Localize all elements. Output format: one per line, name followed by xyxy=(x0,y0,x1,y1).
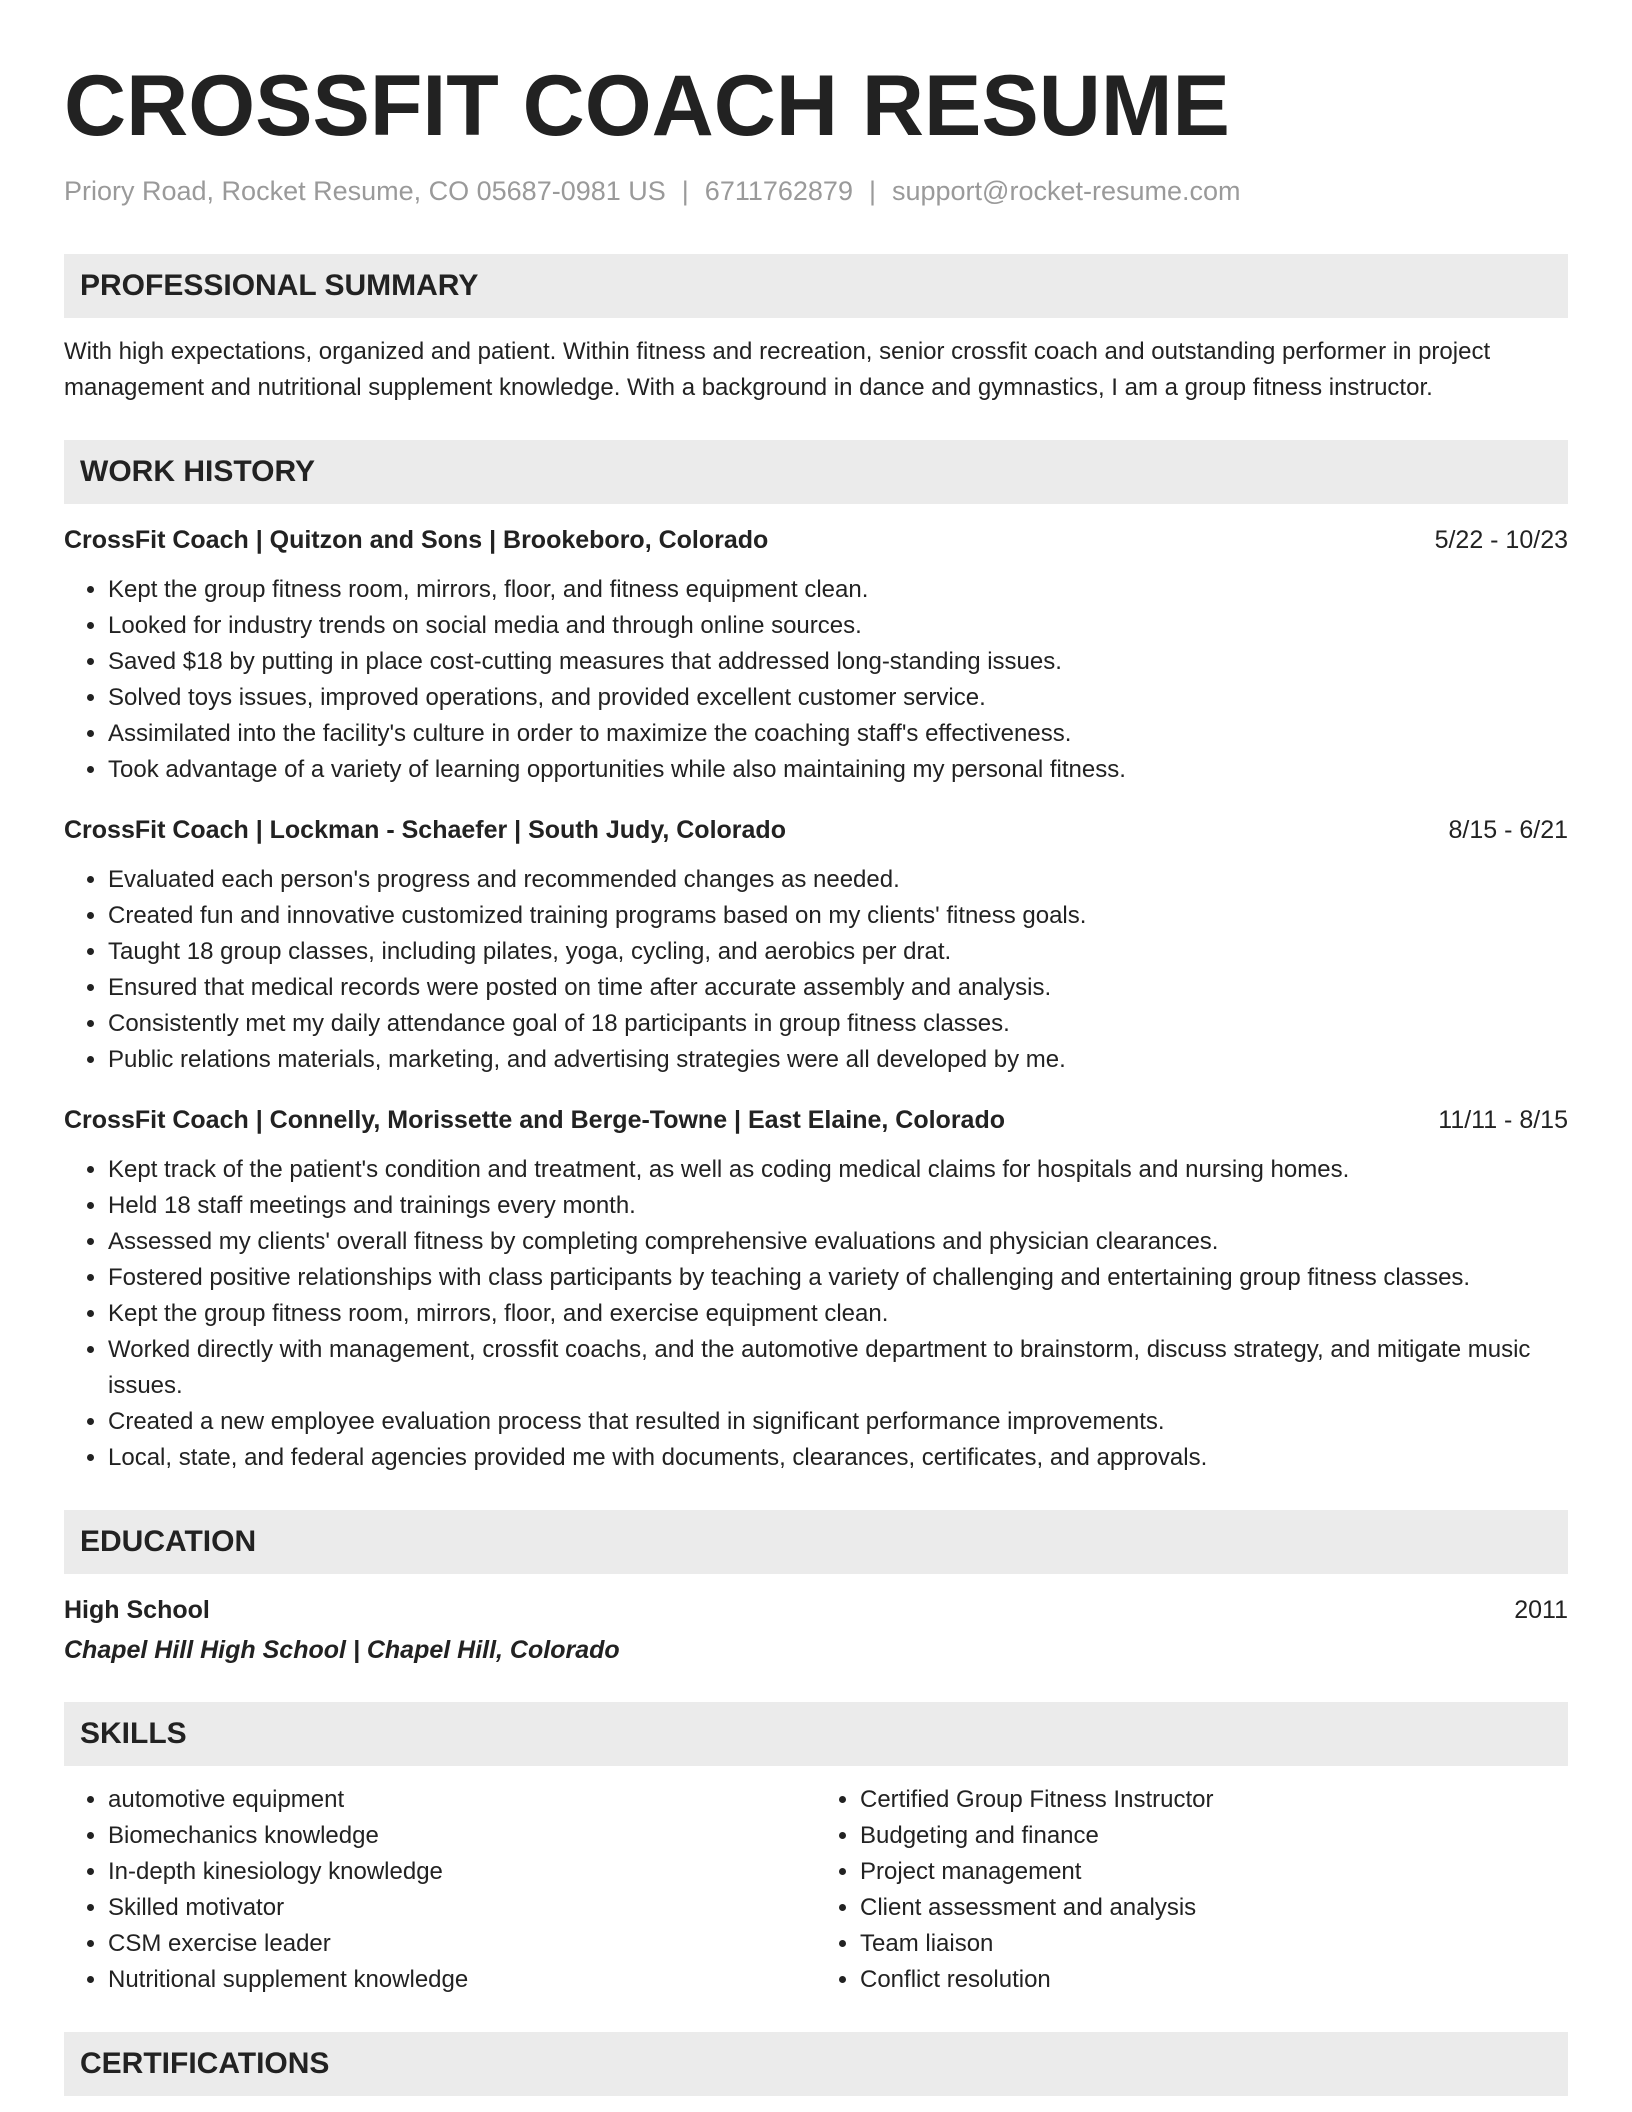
job-bullet: • Assessed my clients' overall fitness by completing comprehensive evaluations and physician clearances. xyxy=(108,1224,1568,1260)
job-bullet: • Created a new employee evaluation process that resulted in significant performance improvements. xyxy=(108,1404,1568,1440)
summary-text: With high expectations, organized and patient. Within fitness and recreation, senior crossfit coach and outstanding performer in project management and nutritional supplement knowledge. With a background in dance and gymnastics, I am a group fitness instructor. xyxy=(64,338,1491,401)
job-bullet: • Kept the group fitness room, mirrors, floor, and exercise equipment clean. xyxy=(108,1296,1568,1332)
skill-item: • automotive equipment xyxy=(108,1782,816,1818)
skills-column-left xyxy=(64,1782,816,1998)
skill-item: • Conflict resolution xyxy=(860,1962,1568,1998)
skills-list xyxy=(64,1782,816,1998)
job-entry xyxy=(64,522,1568,788)
job-bullets xyxy=(64,572,1568,788)
skill-item: • Certified Group Fitness Instructor xyxy=(860,1782,1568,1818)
job-bullet: • Worked directly with management, crossfit coachs, and the automotive department to brainstorm, discuss strategy, and mitigate music issues. xyxy=(108,1332,1568,1404)
job-bullets xyxy=(64,1152,1568,1476)
contact-separator: | xyxy=(681,176,689,206)
job-bullet: • Kept track of the patient's condition and treatment, as well as coding medical claims for hospitals and nursing homes. xyxy=(108,1152,1568,1188)
contact-address: Priory Road, Rocket Resume, CO 05687-0981 US xyxy=(64,176,666,206)
skill-item: • Project management xyxy=(860,1854,1568,1890)
section-heading-work-history: WORK HISTORY xyxy=(64,440,1568,504)
job-entry xyxy=(64,1102,1568,1476)
job-bullet: • Looked for industry trends on social media and through online sources. xyxy=(108,608,1568,644)
job-header xyxy=(64,812,1568,848)
job-bullet: • Held 18 staff meetings and trainings every month. xyxy=(108,1188,1568,1224)
education-year: 2011 xyxy=(1514,1596,1568,1624)
education-degree: High School xyxy=(64,1596,210,1624)
job-title: CrossFit Coach | Lockman - Schaefer | South Judy, Colorado xyxy=(64,816,786,844)
job-bullet: • Evaluated each person's progress and recommended changes as needed. xyxy=(108,862,1568,898)
job-bullet: • Saved $18 by putting in place cost-cutting measures that addressed long-standing issues. xyxy=(108,644,1568,680)
section-heading-summary: PROFESSIONAL SUMMARY xyxy=(64,254,1568,318)
job-bullet: • Public relations materials, marketing, and advertising strategies were all developed by me. xyxy=(108,1042,1568,1078)
job-title: CrossFit Coach | Connelly, Morissette and Berge-Towne | East Elaine, Colorado xyxy=(64,1106,1006,1134)
education-school: Chapel Hill High School | Chapel Hill, Colorado xyxy=(64,1636,620,1664)
section-heading-education: EDUCATION xyxy=(64,1510,1568,1574)
job-header xyxy=(64,1102,1568,1138)
section-heading-certifications: CERTIFICATIONS xyxy=(64,2032,1568,2096)
skill-item: • Nutritional supplement knowledge xyxy=(108,1962,816,1998)
skill-item: • In-depth kinesiology knowledge xyxy=(108,1854,816,1890)
job-bullet: • Fostered positive relationships with class participants by teaching a variety of challenging and entertaining group fitness classes. xyxy=(108,1260,1568,1296)
skill-item: • Budgeting and finance xyxy=(860,1818,1568,1854)
resume-title: CROSSFIT COACH RESUME xyxy=(64,58,1230,154)
job-dates: 8/15 - 6/21 xyxy=(1448,816,1568,844)
job-entry xyxy=(64,812,1568,1078)
skill-item: • Biomechanics knowledge xyxy=(108,1818,816,1854)
education-header xyxy=(64,1592,1568,1628)
job-bullet: • Ensured that medical records were posted on time after accurate assembly and analysis. xyxy=(108,970,1568,1006)
skill-item: • Client assessment and analysis xyxy=(860,1890,1568,1926)
section-heading-skills: SKILLS xyxy=(64,1702,1568,1766)
job-dates: 11/11 - 8/15 xyxy=(1438,1106,1568,1134)
job-bullet: • Solved toys issues, improved operations, and provided excellent customer service. xyxy=(108,680,1568,716)
job-title: CrossFit Coach | Quitzon and Sons | Brookeboro, Colorado xyxy=(64,526,769,554)
job-bullet: • Taught 18 group classes, including pilates, yoga, cycling, and aerobics per drat. xyxy=(108,934,1568,970)
skills-columns xyxy=(64,1782,1568,1998)
skills-column-right xyxy=(816,1782,1568,1998)
job-bullet: • Local, state, and federal agencies provided me with documents, clearances, certificates, and approvals. xyxy=(108,1440,1568,1476)
job-bullet: • Took advantage of a variety of learning opportunities while also maintaining my personal fitness. xyxy=(108,752,1568,788)
job-bullet: • Kept the group fitness room, mirrors, floor, and fitness equipment clean. xyxy=(108,572,1568,608)
job-bullets xyxy=(64,862,1568,1078)
contact-separator: | xyxy=(868,176,876,206)
job-bullet: • Assimilated into the facility's culture in order to maximize the coaching staff's effectiveness. xyxy=(108,716,1568,752)
contact-line xyxy=(64,174,1568,208)
contact-email: support@rocket-resume.com xyxy=(891,176,1241,206)
job-header xyxy=(64,522,1568,558)
skills-list xyxy=(816,1782,1568,1998)
skill-item: • Skilled motivator xyxy=(108,1890,816,1926)
job-bullet: • Created fun and innovative customized training programs based on my clients' fitness goals. xyxy=(108,898,1568,934)
job-dates: 5/22 - 10/23 xyxy=(1434,526,1568,554)
job-bullet: • Consistently met my daily attendance goal of 18 participants in group fitness classes. xyxy=(108,1006,1568,1042)
skill-item: • Team liaison xyxy=(860,1926,1568,1962)
contact-phone: 6711762879 xyxy=(704,176,853,206)
skill-item: • CSM exercise leader xyxy=(108,1926,816,1962)
